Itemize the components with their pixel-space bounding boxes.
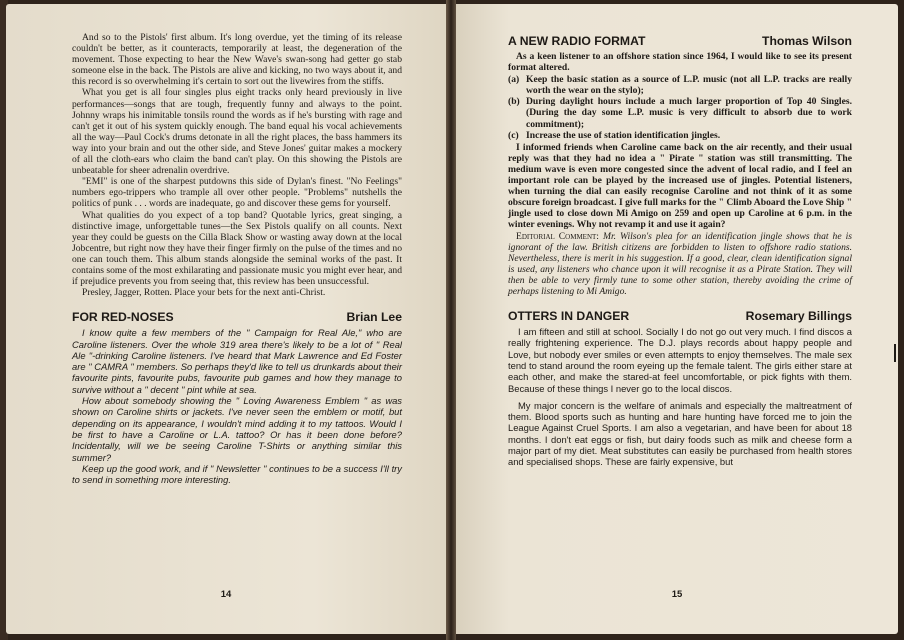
letter-title: A NEW RADIO FORMAT bbox=[508, 34, 646, 48]
suggestion-list bbox=[508, 74, 852, 141]
editorial-text: Mr. Wilson's plea for an identification jingle shows that he is ignorant of the law. British citizens are forbidden to listen to offshore radio stations. Nevertheless, there is merit in his suggestion. If a good, clear, clean identification signal is used, any listeners who chance upon it will recognise it as a Pirate Station. They will then be able to very firmly tune to some other station, thereby avoiding the crime of perhaps listening to Mi Amigo. bbox=[508, 230, 852, 297]
review-paragraph: "EMI" is one of the sharpest putdowns this side of Dylan's finest. "No Feelings" numbers ego-trippers who trample all over other people. "Problems" nutshells the politics of punk . . . words are inadequate, go and discover these gems for yourself. bbox=[72, 176, 402, 210]
letter-author: Thomas Wilson bbox=[762, 34, 852, 48]
letter-heading bbox=[72, 310, 402, 324]
review-paragraph: What you get is all four singles plus eight tracks only heard previously in live performances—songs that are tough, frequently funny and always to the point. Johnny wraps his inimitable tonsils round the words as if he's bursting with rage and can't get it out of his system quickly enough. The band equal his vocal achievements all the way—Paul Cock's drums detonate in all the right places, the bass hammers its way into your brain and out the other side, and Steve Jones' guitar makes a mockery of all the cloth-ears who claim the band can't play. On this showing the Pistols are unbeatable for sheer adrenalin overdrive. bbox=[72, 87, 402, 177]
letter-paragraph: My major concern is the welfare of animals and especially the maltreatment of them. Blood sports such as hunting and hare hunting have forced me to join the League Against Cruel Sports. I am also a vegetarian, and have been for about 18 months. I don't eat eggs or fish, but dairy foods such as milk and cheese form a major part of my diet. Meat substitutes can easily be purchased from health stores and specialised shops. These are fairly expensive, but bbox=[508, 399, 852, 468]
letter-paragraph: I informed friends when Caroline came back on the air recently, and their usual reply was that they had no idea a " Pirate " station was still transmitting. The medium wave is even more congested since the advent of local radio, and I feel an important role can be played by the increased use of jingles. Potential listeners, when turning the dial can easily recognise Caroline and not think of it as some obscure foreign broadcast. I give full marks for the " Climb Aboard the Love Ship " jingle used to close down Mi Amigo on 259 and open up Caroline at 6 p.m. in the winter evenings. Why not revamp it and use it again? bbox=[508, 141, 852, 231]
letter-paragraph: How about somebody showing the " Loving Awareness Emblem " as was shown on Caroline shirts or jackets. I've never seen the emblem or motif, but depending on its appearance, I wouldn't mind adding it to my tattoos. Would I be first to have a Caroline or L.A. tattoo? Or has it been done before? Incidentally, will we be seeing Caroline T-Shirts or anything similar this summer? bbox=[72, 395, 402, 463]
left-column bbox=[72, 32, 402, 485]
list-marker: (c) bbox=[508, 129, 519, 141]
review-paragraph: What qualities do you expect of a top band? Quotable lyrics, great singing, a distinctive image, unforgettable tunes—the Sex Pistols qualify on all counts. Next year they could be guests on the Cilla Black Show or wasting away down at the local Jobcentre, but right now they have their finger firmly on the pulse of the times and no one can touch them. This album stands alongside the seminal works of the past. It contains some of the most exhilarating and passionate music you might ever hear, and if prejudice prevents you from seeing that, this review has been unsuccessful. bbox=[72, 209, 402, 288]
album-review bbox=[72, 32, 402, 298]
letter-heading bbox=[508, 309, 852, 323]
list-marker: (a) bbox=[508, 74, 520, 86]
left-page bbox=[6, 4, 446, 634]
page-number: 14 bbox=[220, 589, 232, 600]
right-column bbox=[508, 34, 852, 468]
editorial-comment bbox=[508, 231, 852, 298]
list-marker: (b) bbox=[508, 96, 520, 108]
letter-title: OTTERS IN DANGER bbox=[508, 309, 630, 324]
list-item bbox=[508, 74, 852, 96]
list-text: During daylight hours include a much larger proportion of Top 40 Singles. (During the day some L.P. music is very difficult to absorb due to work commitment); bbox=[526, 96, 852, 130]
letter-author: Brian Lee bbox=[346, 310, 402, 325]
list-text: Keep the basic station as a source of L.P. music (not all L.P. tracks are really worth the wear on the stylo); bbox=[526, 74, 852, 97]
review-paragraph: And so to the Pistols' first album. It's long overdue, yet the timing of its release couldn't be better, as it counteracts, temporarily at least, the degeneration of the movement. Those expecting to hear the New Wave's swan-song had getter go stab someone else in the back. The Pistols are alive and kicking, no two ways about it, and this record is so overwhelming it's certain to sort out the livewires from the stiffs. bbox=[72, 32, 402, 88]
review-paragraph: Presley, Jagger, Rotten. Place your bets for the next anti-Christ. bbox=[82, 287, 326, 299]
letter-intro: As a keen listener to an offshore station since 1964, I would like to see its present format altered. bbox=[508, 51, 852, 74]
letter-title: FOR RED-NOSES bbox=[72, 310, 174, 325]
letter-body bbox=[508, 326, 852, 468]
list-text: Increase the use of station identification jingles. bbox=[526, 129, 721, 141]
letter-body bbox=[508, 51, 852, 231]
book-gutter bbox=[446, 0, 456, 640]
list-item bbox=[508, 130, 852, 141]
margin-mark bbox=[894, 344, 896, 362]
letter-author: Rosemary Billings bbox=[745, 309, 852, 324]
letter-paragraph: Keep up the good work, and if " Newsletter " continues to be a success I'll try to send in something more interesting. bbox=[72, 462, 402, 486]
letter-heading bbox=[508, 34, 852, 48]
list-item bbox=[508, 96, 852, 129]
editorial-label: Editorial Comment: bbox=[516, 230, 599, 242]
page-number: 15 bbox=[671, 589, 683, 600]
letter-body bbox=[72, 327, 402, 485]
letter-paragraph: I am fifteen and still at school. Socially I do not go out very much. I find discos a really frightening experience. The D.J. plays records about happy people and Love, but nobody ever smiles or even attempts to enjoy themselves. The male sex tend to stand around the room eyeing up the female talent. The girls either stare at each other, and make the stared-at feel uncomfortable, or pick fights with them. Because of these things I never go to the local discos. bbox=[508, 326, 852, 394]
letter-paragraph: I know quite a few members of the " Campaign for Real Ale," who are Caroline listeners. Over the whole 319 area there's likely to be a lot of " Real Ale "-drinking Caroline listeners. I've heard that Mark Lawrence and Ed Foster are " CAMRA " members. So perhaps they'd like to tell us drunkards about their favourite pints, favourite pubs, favourite pub games and how they manage to survive without a " decent " pint while at sea. bbox=[72, 327, 402, 395]
right-page bbox=[456, 4, 898, 634]
